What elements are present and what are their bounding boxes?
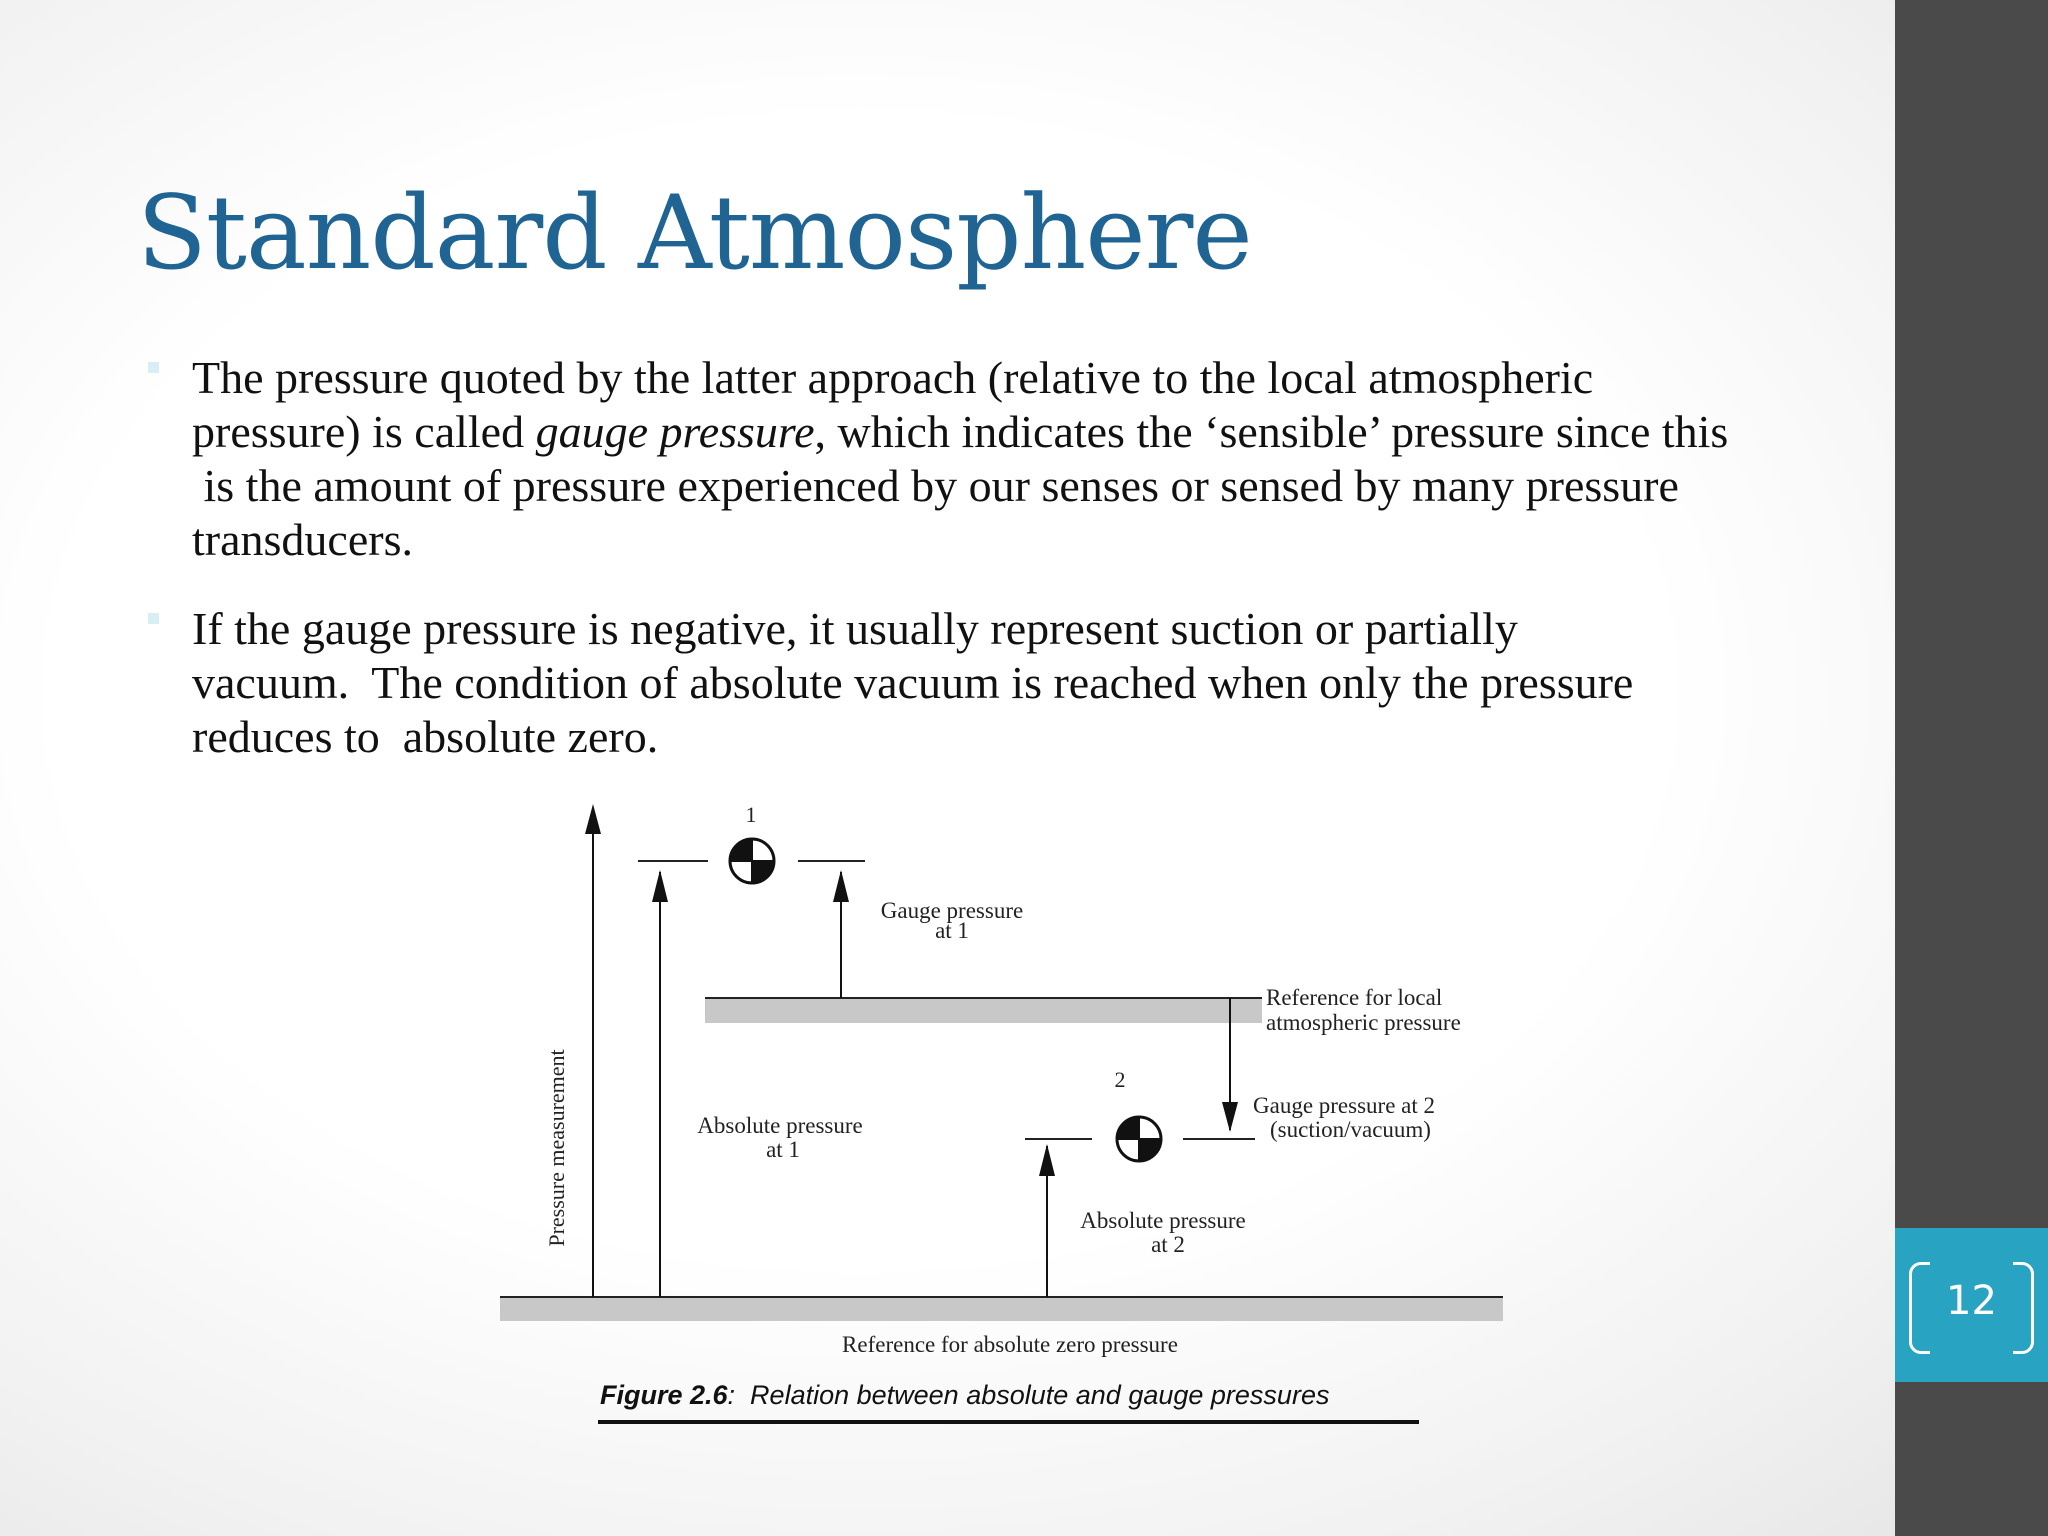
point2-symbol — [1117, 1117, 1161, 1161]
bullet-text-1: The pressure quoted by the latter approach (relative to the local atmospheric pressure) is called gauge pressure, which indicates the ‘sensible’ pressure since this is the amount of pressure experienced by our senses or sensed by many pressure transducers. — [192, 352, 1729, 565]
abs2-label-line1: Absolute pressure — [1080, 1208, 1246, 1233]
gauge1-label-line2: at 1 — [935, 918, 969, 943]
page-number: 12 — [1946, 1278, 1997, 1324]
atm-ref-label-line2: atmospheric pressure — [1266, 1010, 1461, 1035]
zero-ref-label: Reference for absolute zero pressure — [842, 1332, 1178, 1357]
gauge1-label-line1: Gauge pressure — [880, 898, 1024, 923]
caption-bold: Figure 2.6 — [600, 1380, 728, 1410]
figure-caption — [600, 1380, 1329, 1410]
point1-symbol — [730, 839, 774, 883]
bullet-marker — [148, 362, 159, 373]
atm-ref-label-line1: Reference for local — [1266, 985, 1443, 1010]
abs2-label-line2: at 2 — [1151, 1232, 1185, 1257]
page-number-box — [1895, 1228, 2048, 1382]
caption-rest: : Relation between absolute and gauge pressures — [727, 1380, 1330, 1410]
point1-label: 1 — [745, 802, 757, 827]
gauge1-arrowhead — [833, 870, 849, 902]
pressure-diagram — [480, 790, 1540, 1450]
slide-title: Standard Atmosphere — [137, 174, 1252, 293]
abs2-arrowhead — [1039, 1144, 1055, 1176]
gauge2-label-line2: (suction/vacuum) — [1270, 1117, 1431, 1142]
point2-label: 2 — [1114, 1067, 1126, 1092]
y-axis-label: Pressure measurement — [544, 1049, 569, 1247]
bullet-marker — [148, 613, 159, 624]
gauge2-label-line1: Gauge pressure at 2 — [1253, 1093, 1436, 1118]
absolute-zero-band — [500, 1297, 1503, 1321]
bullet-text-2: If the gauge pressure is negative, it usually represent suction or partially vacuum. The condition of absolute vacuum is reached when only the pressure reduces to absolute zero. — [192, 603, 1634, 762]
atmospheric-band — [705, 998, 1262, 1023]
y-axis-arrowhead — [585, 804, 601, 834]
gauge2-arrowhead — [1222, 1102, 1238, 1132]
abs1-arrowhead — [652, 870, 668, 902]
abs1-label-line1: Absolute pressure — [697, 1113, 863, 1138]
abs1-label-line2: at 1 — [766, 1137, 800, 1162]
